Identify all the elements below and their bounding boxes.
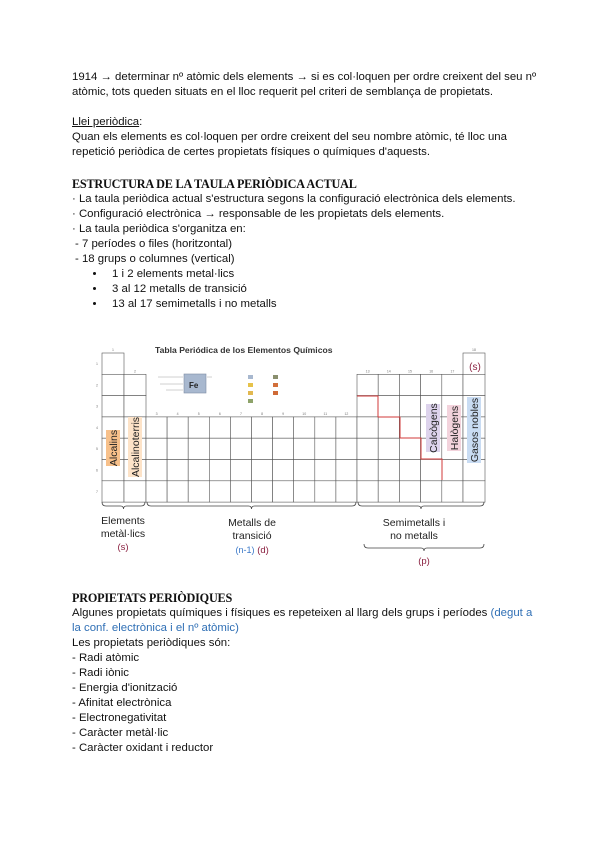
element-cell (357, 481, 378, 502)
element-cell (230, 417, 251, 438)
svg-text:Alcalinoterris: Alcalinoterris (130, 416, 142, 478)
element-cell (209, 438, 230, 459)
element-cell (124, 396, 146, 417)
element-cell (357, 460, 378, 481)
brace-label: Elements (101, 515, 145, 527)
element-cell (336, 438, 357, 459)
estructura-heading: ESTRUCTURA DE LA TAULA PERIÒDICA ACTUAL (72, 177, 357, 191)
element-cell (294, 460, 315, 481)
element-cell (209, 460, 230, 481)
propietats-intro-note: (degut a la conf. electrònica i el nº atòmic) (72, 607, 533, 634)
figure-title: Tabla Periódica de los Elementos Químicos (155, 345, 333, 355)
bullet-item: • 13 al 17 semimetalls i no metalls (106, 297, 542, 312)
propietat-item: - Radi iònic (72, 667, 129, 679)
element-cell (167, 438, 188, 459)
propietat-item: - Afinitat electrònica (72, 697, 172, 709)
element-cell (102, 481, 124, 502)
intro-text: 1914 → determinar nº atòmic dels elements → si es col·loquen per ordre creixent del seu nº atòmic, tots queden situats en el lloc requerit pel criteri de semblança de propietats. (72, 71, 537, 98)
element-cell (230, 438, 251, 459)
element-cell (230, 460, 251, 481)
element-cell (315, 460, 336, 481)
orbital-label: (d) (257, 545, 269, 556)
element-cell (357, 438, 378, 459)
element-cell (273, 460, 294, 481)
element-cell (399, 460, 420, 481)
group-number: 4 (176, 411, 179, 416)
legend-swatch (248, 391, 253, 395)
legend (158, 374, 278, 403)
group-number: 5 (197, 411, 200, 416)
element-cell (252, 460, 273, 481)
brace-label: transició (232, 530, 272, 542)
propietat-item: - Electronegativitat (72, 712, 167, 724)
group-number: 10 (302, 411, 307, 416)
propietat-item: - Radi atòmic (72, 652, 140, 664)
element-cell (357, 396, 378, 417)
orbital-label: (p) (418, 556, 430, 567)
llei-colon: : (139, 116, 143, 128)
element-cell (442, 481, 463, 502)
brace (147, 502, 356, 509)
group-label-gasos_nobles (467, 397, 481, 463)
brace-label: no metalls (390, 530, 438, 542)
element-cell (378, 481, 399, 502)
element-cell (124, 374, 146, 395)
element-cell (294, 438, 315, 459)
element-cell (102, 374, 124, 395)
element-cell (315, 438, 336, 459)
group-number: 6 (218, 411, 221, 416)
period-number: 4 (96, 425, 98, 430)
element-cell (463, 481, 485, 502)
element-cell (209, 481, 230, 502)
brace (358, 502, 484, 509)
brace-label: metàl·lics (100, 528, 146, 540)
element-cell (294, 481, 315, 502)
element-cell (167, 417, 188, 438)
brace (102, 502, 145, 509)
propietat-item: - Energia d'ionització (72, 682, 178, 694)
estructura-line: - 7 períodes o files (horitzontal) (75, 238, 233, 250)
legend-swatch (273, 391, 278, 395)
element-cell (421, 460, 442, 481)
element-cell (294, 417, 315, 438)
element-cell (399, 481, 420, 502)
element-cell (463, 374, 485, 395)
element-cell (357, 374, 378, 395)
propietat-item: - Caràcter oxidant i reductor (72, 742, 214, 754)
element-cell (378, 374, 399, 395)
element-cell (146, 438, 167, 459)
group-number: 12 (344, 411, 349, 416)
element-cell (146, 417, 167, 438)
group-number: 3 (155, 411, 158, 416)
group-label-alcalinoterris (128, 417, 142, 477)
group-number: 2 (134, 369, 136, 374)
estructura-line: - 18 grups o columnes (vertical) (75, 253, 235, 265)
estructura-line: · La taula periòdica actual s'estructura segons la configuració electrònica dels elements. (72, 193, 516, 205)
element-cell (146, 481, 167, 502)
period-number: 5 (96, 447, 98, 452)
element-cell (273, 438, 294, 459)
legend-swatch (248, 375, 253, 379)
element-cell (209, 417, 230, 438)
element-cell (315, 417, 336, 438)
period-number: 6 (96, 468, 98, 473)
propietats-heading: PROPIETATS PERIÒDIQUES (72, 591, 233, 605)
element-cell (421, 481, 442, 502)
group-label-calcogens (426, 403, 440, 453)
element-cell (399, 438, 420, 459)
orbital-s-label: (s) (469, 362, 481, 373)
element-cell (442, 374, 463, 395)
period-number: 3 (96, 404, 98, 409)
element-cell (315, 481, 336, 502)
group-number: 9 (282, 411, 285, 416)
period-number: 7 (96, 489, 98, 494)
group-number: 17 (450, 369, 455, 374)
group-label-halogens (447, 405, 461, 451)
svg-text:Halògens: Halògens (449, 405, 461, 451)
group-number: 1 (112, 348, 114, 352)
legend-swatch (248, 399, 253, 403)
svg-text:Calcògens: Calcògens (428, 403, 440, 453)
group-number: 7 (239, 411, 242, 416)
brace (364, 544, 484, 551)
bullet-item: • 1 i 2 elements metal·lics (106, 267, 542, 282)
legend-symbol: Fe (189, 381, 199, 390)
group-number: 8 (261, 411, 264, 416)
element-cell (378, 396, 399, 417)
element-cell (378, 460, 399, 481)
element-cell (230, 481, 251, 502)
propietats-intro: Algunes propietats químiques i físiques es repeteixen al llarg dels grups i períodes (72, 607, 488, 619)
element-cell (167, 460, 188, 481)
legend-swatch (248, 383, 253, 387)
legend-swatch (273, 375, 278, 379)
llei-text: Quan els elements es col·loquen per ordre creixent del seu nombre atòmic, té lloc una repetició periòdica de certes propietats físiques o químiques d'aquests. (72, 131, 507, 158)
element-cell (336, 417, 357, 438)
element-cell (102, 396, 124, 417)
orbital-label: (s) (117, 542, 129, 553)
estructura-line: · Configuració electrònica → responsable de les propietats dels elements. (72, 208, 445, 220)
propietats-section (72, 590, 542, 756)
group-number: 16 (429, 369, 434, 374)
period-number: 2 (96, 383, 98, 388)
element-cell (273, 417, 294, 438)
brace-label: Semimetalls i (382, 517, 446, 529)
estructura-line: · La taula periòdica s'organitza en: (72, 223, 246, 235)
element-cell (188, 481, 209, 502)
element-cell (399, 374, 420, 395)
element-cell (378, 438, 399, 459)
group-number: 18 (472, 348, 476, 352)
group-number: 13 (365, 369, 370, 374)
group-number: 14 (386, 369, 391, 374)
svg-text:Alcalins: Alcalins (108, 429, 120, 467)
propietats-list-title: Les propietats periòdiques són: (72, 637, 231, 649)
orbital-n-label: (n-1) (235, 545, 255, 555)
bullet-item: • 3 al 12 metalls de transició (106, 282, 542, 297)
element-cell (442, 460, 463, 481)
period-number: 1 (96, 362, 98, 366)
element-cell (252, 481, 273, 502)
brace-label: Metalls de (228, 517, 276, 529)
element-cell (357, 417, 378, 438)
element-cell (273, 481, 294, 502)
group-label-alcalins (106, 430, 120, 466)
element-cell (167, 481, 188, 502)
element-cell (146, 460, 167, 481)
element-cell (188, 438, 209, 459)
element-cell (399, 396, 420, 417)
element-cell (336, 460, 357, 481)
element-cell (252, 438, 273, 459)
group-number: 11 (323, 411, 328, 416)
element-cell (188, 460, 209, 481)
element-cell (252, 417, 273, 438)
element-cell (399, 417, 420, 438)
legend-swatch (273, 383, 278, 387)
propietat-item: - Caràcter metàl·lic (72, 727, 169, 739)
group-number: 15 (408, 369, 412, 374)
element-cell (378, 417, 399, 438)
svg-text:Gasos nobles: Gasos nobles (469, 397, 481, 463)
element-cell (102, 353, 124, 374)
element-cell (124, 481, 146, 502)
element-cell (188, 417, 209, 438)
element-cell (421, 374, 442, 395)
brace-labels (101, 515, 445, 567)
llei-title: Llei periòdica (72, 116, 140, 128)
element-cell (336, 481, 357, 502)
